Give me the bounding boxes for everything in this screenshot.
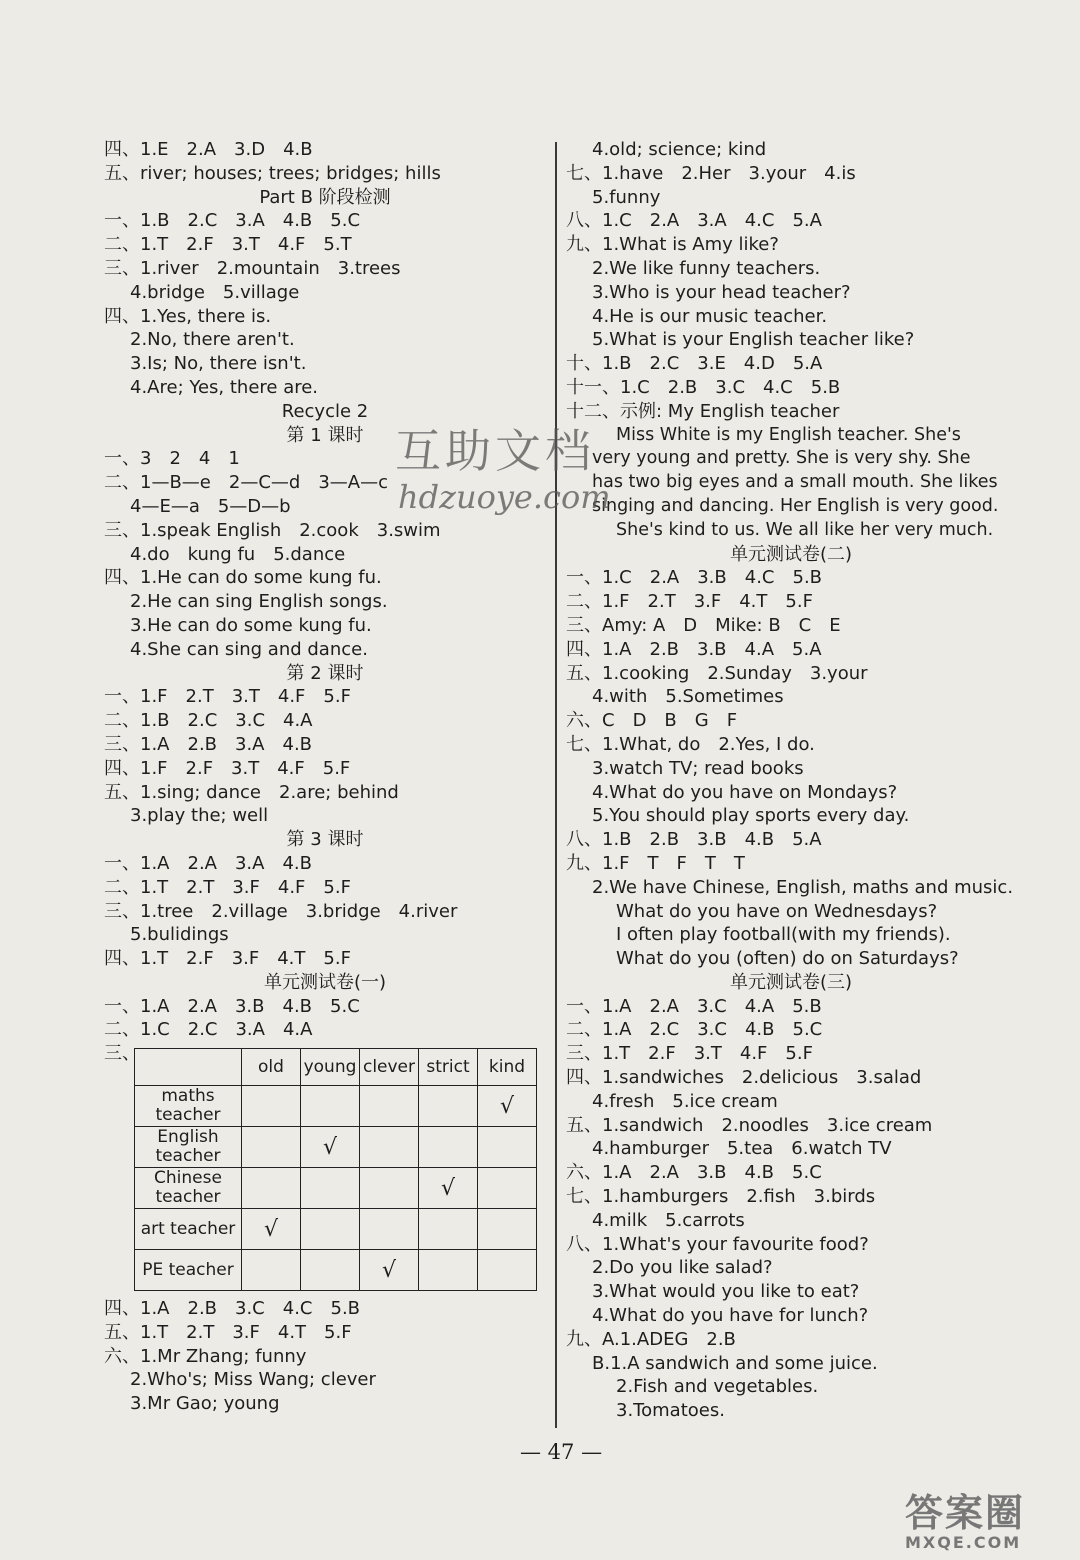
page-number: — 47 — xyxy=(520,1440,603,1464)
answer-line: 四、1.E 2.A 3.D 4.B xyxy=(104,139,313,160)
check-cell xyxy=(242,1127,301,1168)
essay-line: has two big eyes and a small mouth. She likes xyxy=(592,472,998,493)
section-heading: Recycle 2 xyxy=(281,400,369,422)
answer-line: 4.Are; Yes, there are. xyxy=(130,376,319,398)
answer-line: 十二、示例: My English teacher xyxy=(566,400,840,422)
answer-line: 二、1.F 2.T 3.F 4.T 5.F xyxy=(566,591,813,613)
answer-line: 一、1.A 2.A 3.A 4.B xyxy=(104,852,312,874)
section-heading: 单元测试卷(二) xyxy=(729,543,853,565)
check-cell: √ xyxy=(478,1086,537,1127)
section-heading: 第 3 课时 xyxy=(286,829,364,851)
answer-line: 2.Do you like salad? xyxy=(592,1257,773,1279)
table-corner xyxy=(135,1049,242,1086)
section-heading: 第 2 课时 xyxy=(286,662,364,684)
right-column xyxy=(566,138,1016,1423)
answer-line: 二、1.A 2.C 3.C 4.B 5.C xyxy=(566,1019,823,1041)
answer-line: 十、1.B 2.C 3.E 4.D 5.A xyxy=(566,353,823,375)
check-cell: √ xyxy=(242,1209,301,1250)
answer-line: 4.with 5.Sometimes xyxy=(592,686,784,708)
answer-line: 一、1.A 2.A 3.B 4.B 5.C xyxy=(104,995,360,1017)
check-cell xyxy=(301,1209,360,1250)
section-heading: 单元测试卷(一) xyxy=(263,971,387,993)
answer-line: 四、1.He can do some kung fu. xyxy=(104,567,382,589)
check-cell: √ xyxy=(301,1127,360,1168)
answer-line: 十一、1.C 2.B 3.C 4.C 5.B xyxy=(566,376,841,398)
answer-line: 四、1.sandwiches 2.delicious 3.salad xyxy=(566,1067,922,1089)
section-heading: Part B 阶段检测 xyxy=(259,186,391,208)
answer-line: 三、1.speak English 2.cook 3.swim xyxy=(104,519,441,541)
answer-line: 2.Fish and vegetables. xyxy=(616,1376,819,1398)
answer-line: 5.funny xyxy=(592,186,661,208)
column-header: kind xyxy=(478,1049,537,1086)
check-cell xyxy=(419,1250,478,1291)
column-header: clever xyxy=(360,1049,419,1086)
answer-line: 五、1.cooking 2.Sunday 3.your xyxy=(566,662,868,684)
table-row xyxy=(135,1209,537,1250)
answer-line: I often play football(with my friends). xyxy=(616,924,951,946)
check-cell xyxy=(360,1086,419,1127)
answer-line: 五、1.sing; dance 2.are; behind xyxy=(104,781,399,803)
row-label: English teacher xyxy=(135,1127,242,1168)
column-divider xyxy=(555,142,557,1428)
answer-line: 三、1.tree 2.village 3.bridge 4.river xyxy=(104,900,458,922)
answer-line: 三、1.river 2.mountain 3.trees xyxy=(104,257,401,279)
answer-line: 八、1.What's your favourite food? xyxy=(566,1233,869,1255)
check-cell xyxy=(360,1168,419,1209)
answer-line: 四、1.A 2.B 3.B 4.A 5.A xyxy=(566,638,822,660)
answer-line: 3.He can do some kung fu. xyxy=(130,614,372,636)
table-row xyxy=(135,1127,537,1168)
answer-line: 4.What do you have on Mondays? xyxy=(592,781,898,803)
left-column xyxy=(104,138,546,1416)
answer-line: 六、1.A 2.A 3.B 4.B 5.C xyxy=(566,1162,822,1184)
answer-line: 4.milk 5.carrots xyxy=(592,1209,745,1231)
answer-line: 二、1—B—e 2—C—d 3—A—c xyxy=(104,472,388,494)
table-row xyxy=(135,1250,537,1291)
answer-line: 六、C D B G F xyxy=(566,710,738,732)
answer-line: 3.What would you like to eat? xyxy=(592,1281,860,1303)
check-cell xyxy=(419,1086,478,1127)
check-cell xyxy=(242,1168,301,1209)
answer-line: 七、1.hamburgers 2.fish 3.birds xyxy=(566,1186,876,1208)
row-label: PE teacher xyxy=(135,1250,242,1291)
answer-line: 四、1.F 2.F 3.T 4.F 5.F xyxy=(104,757,351,779)
answer-line: 3.play the; well xyxy=(130,805,269,827)
answer-line: 4.bridge 5.village xyxy=(130,281,300,303)
check-cell xyxy=(301,1086,360,1127)
answer-line: B.1.A sandwich and some juice. xyxy=(592,1352,878,1374)
answer-line: 二、1.B 2.C 3.C 4.A xyxy=(104,710,313,732)
answer-line: 六、1.Mr Zhang; funny xyxy=(104,1345,307,1367)
check-cell: √ xyxy=(419,1168,478,1209)
answer-line: 九、A.1.ADEG 2.B xyxy=(566,1328,736,1350)
table-row xyxy=(135,1086,537,1127)
column-header: strict xyxy=(419,1049,478,1086)
check-cell xyxy=(478,1209,537,1250)
answer-line: 五、1.T 2.T 3.F 4.T 5.F xyxy=(104,1321,352,1343)
check-cell xyxy=(301,1250,360,1291)
answer-line: 一、1.F 2.T 3.T 4.F 5.F xyxy=(104,686,351,708)
row-label: art teacher xyxy=(135,1209,242,1250)
teacher-trait-table xyxy=(134,1048,537,1291)
section-heading: 第 1 课时 xyxy=(286,424,364,446)
answer-line: 3.watch TV; read books xyxy=(592,757,804,779)
answer-line: 五、1.sandwich 2.noodles 3.ice cream xyxy=(566,1114,933,1136)
answer-line: 3.Tomatoes. xyxy=(616,1400,725,1422)
answer-line: 三、Amy: A D Mike: B C E xyxy=(566,614,841,636)
answer-line: 八、1.B 2.B 3.B 4.B 5.A xyxy=(566,829,822,851)
answer-line: 5.You should play sports every day. xyxy=(592,805,910,827)
logo-text: 答案圈 xyxy=(905,1491,1026,1535)
answer-line: 4.do kung fu 5.dance xyxy=(130,543,346,565)
answer-line: 4.old; science; kind xyxy=(592,139,767,160)
logo-url: MXQE.COM xyxy=(905,1533,1022,1552)
answer-line: 二、1.C 2.C 3.A 4.A xyxy=(104,1019,313,1041)
site-logo xyxy=(905,1493,1073,1553)
answer-line: 4.He is our music teacher. xyxy=(592,305,828,327)
column-header: old xyxy=(242,1049,301,1086)
answer-line: 八、1.C 2.A 3.A 4.C 5.A xyxy=(566,210,822,232)
answer-line: 4.hamburger 5.tea 6.watch TV xyxy=(592,1138,892,1160)
answer-line: 2.We like funny teachers. xyxy=(592,257,821,279)
check-cell xyxy=(242,1086,301,1127)
column-header: young xyxy=(301,1049,360,1086)
answer-line: What do you have on Wednesdays? xyxy=(616,900,938,922)
answer-line: 2.No, there aren't. xyxy=(130,329,295,351)
answer-line: 四、1.Yes, there is. xyxy=(104,305,272,327)
answer-line: 二、1.T 2.F 3.T 4.F 5.T xyxy=(104,234,352,256)
answer-line: 5.What is your English teacher like? xyxy=(592,329,915,351)
essay-line: She's kind to us. We all like her very much. xyxy=(616,519,994,540)
answer-line: 三、1.A 2.B 3.A 4.B xyxy=(104,733,313,755)
answer-line: 2.We have Chinese, English, maths and music. xyxy=(592,876,1014,898)
answer-line: 一、1.A 2.A 3.C 4.A 5.B xyxy=(566,995,822,1017)
check-cell xyxy=(478,1168,537,1209)
answer-line: 3.Mr Gao; young xyxy=(130,1393,280,1415)
answer-line: 九、1.What is Amy like? xyxy=(566,234,779,256)
answer-line: 四、1.A 2.B 3.C 4.C 5.B xyxy=(104,1298,361,1320)
answer-line: 3.Who is your head teacher? xyxy=(592,281,851,303)
check-cell xyxy=(360,1127,419,1168)
essay-line: singing and dancing. Her English is very good. xyxy=(592,495,999,516)
table-header-row xyxy=(135,1049,537,1086)
answer-line: 一、3 2 4 1 xyxy=(104,448,240,470)
answer-line: 4—E—a 5—D—b xyxy=(130,495,291,517)
check-cell xyxy=(242,1250,301,1291)
section-heading: 单元测试卷(三) xyxy=(729,971,853,993)
answer-line: 五、river; houses; trees; bridges; hills xyxy=(104,162,441,184)
answer-line: 4.What do you have for lunch? xyxy=(592,1305,869,1327)
answer-line: 一、1.C 2.A 3.B 4.C 5.B xyxy=(566,567,823,589)
check-cell xyxy=(360,1209,419,1250)
check-cell: √ xyxy=(360,1250,419,1291)
answer-line: 3.Is; No, there isn't. xyxy=(130,353,307,375)
essay-line: Miss White is my English teacher. She's xyxy=(616,424,961,445)
answer-line: 七、1.What, do 2.Yes, I do. xyxy=(566,733,815,755)
answer-line: 二、1.T 2.T 3.F 4.F 5.F xyxy=(104,876,351,898)
answer-line: 4.fresh 5.ice cream xyxy=(592,1090,778,1112)
answer-line: 5.bulidings xyxy=(130,924,229,946)
answer-line: 2.Who's; Miss Wang; clever xyxy=(130,1369,376,1391)
answer-line: 一、1.B 2.C 3.A 4.B 5.C xyxy=(104,210,361,232)
answer-line: What do you (often) do on Saturdays? xyxy=(616,948,959,970)
answer-line: 四、1.T 2.F 3.F 4.T 5.F xyxy=(104,948,351,970)
watermark-text: 互助文档 xyxy=(395,424,595,478)
answer-line: 九、1.F T F T T xyxy=(566,852,745,874)
answer-line: 三、 xyxy=(104,1043,140,1065)
table-row xyxy=(135,1168,537,1209)
watermark-url: hdzuoye.com xyxy=(398,478,611,516)
answer-line: 2.He can sing English songs. xyxy=(130,591,388,613)
check-cell xyxy=(301,1168,360,1209)
check-cell xyxy=(419,1209,478,1250)
essay-line: very young and pretty. She is very shy. She xyxy=(592,448,971,469)
check-cell xyxy=(419,1127,478,1168)
check-cell xyxy=(478,1250,537,1291)
row-label: Chinese teacher xyxy=(135,1168,242,1209)
answer-line: 4.She can sing and dance. xyxy=(130,638,368,660)
check-cell xyxy=(478,1127,537,1168)
row-label: maths teacher xyxy=(135,1086,242,1127)
answer-line: 三、1.T 2.F 3.T 4.F 5.F xyxy=(566,1043,813,1065)
answer-line: 七、1.have 2.Her 3.your 4.is xyxy=(566,162,856,184)
